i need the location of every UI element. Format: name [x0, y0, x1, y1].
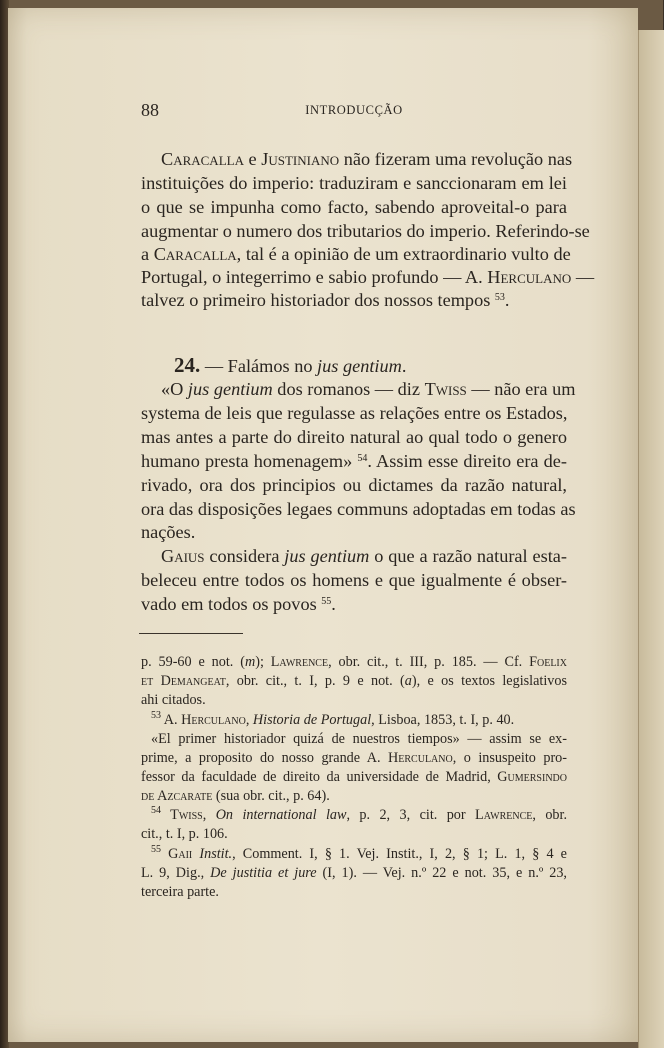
footnote-55: $^{55}$ Gaii Instit., Comment. I, § 1. Vej. Instit., I, 2, § 1; L. 1, § 4 e [151, 844, 567, 862]
page-number: 88 [141, 100, 159, 120]
section24-line-6: ora das disposições legaes communs adoptadas em todas as [141, 499, 576, 519]
footnote-rule [139, 633, 243, 634]
section24-line-5: rivado, ora dos principios ou dictames da razão natural, [141, 475, 567, 495]
section24-line-10: vado em todos os povos $^{55}$. [141, 594, 336, 614]
footnote-53-line-4: fessor da faculdade de direito da universidade de Madrid, Gumersindo [141, 769, 567, 785]
section24-line-1: «O jus gentium dos romanos — diz Twiss — não era um [161, 379, 576, 399]
section24-line-8: Gaius considera jus gentium o que a razão natural esta- [161, 546, 567, 566]
para1-line-3: o que se impunha como facto, sabendo aproveital-o para [141, 197, 567, 217]
para1-line-5: a Caracalla, tal é a opinião de um extraordinario vulto de [141, 244, 571, 264]
footnote-53-line-3: prime, a proposito do nosso grande A. Herculano, o insuspeito pro- [141, 750, 567, 766]
section24-line-3: mas antes a parte do direito natural ao qual todo o genero [141, 427, 567, 447]
footnote-cont-line-3: ahi citados. [141, 692, 206, 708]
para1-line-2: instituições do imperio: traduziram e sanccionaram em lei [141, 173, 567, 193]
section-number: 24. [174, 353, 201, 377]
section-24-heading: 24. — Falámos no jus gentium. [174, 353, 407, 377]
section24-line-7: nações. [141, 522, 196, 542]
footnote-53-line-5: de Azcarate (sua obr. cit., p. 64). [141, 788, 330, 804]
para1-line-6: Portugal, o integerrimo e sabio profundo — A. Herculano — [141, 267, 595, 287]
adjacent-page-edge [638, 30, 664, 1048]
section24-line-9: beleceu entre todos os homens e que igualmente é obser- [141, 570, 567, 590]
running-header [141, 100, 567, 126]
para1-line-7: talvez o primeiro historiador dos nossos tempos $^{53}$. [141, 290, 510, 310]
para1-line-4: augmentar o numero dos tributarios do imperio. Referindo-se [141, 221, 590, 241]
section24-line-4: humano presta homenagem» $^{54}$. Assim esse direito era de- [141, 451, 567, 471]
footnote-53-line-2: «El primer historiador quizá de nuestros tiempos» — assim se ex- [151, 731, 567, 747]
footnote-55-line-2: L. 9, Dig., De justitia et jure (I, 1). — Vej. n.º 22 e not. 35, e n.º 23, [141, 865, 567, 881]
footnote-cont-line-2: et Demangeat, obr. cit., t. I, p. 9 e not. (a), e os textos legislativos [141, 673, 567, 689]
footnote-53: $^{53}$ A. Herculano, Historia de Portugal, Lisboa, 1853, t. I, p. 40. [151, 710, 515, 728]
footnote-cont-line-1: p. 59-60 e not. (m); Lawrence, obr. cit., t. III, p. 185. — Cf. Foelix [141, 654, 567, 670]
footnote-54: $^{54}$ Twiss, On international law, p. 2, 3, cit. por Lawrence, obr. [151, 805, 567, 823]
para1-line-1: Caracalla e Justiniano não fizeram uma revolução nas [161, 149, 573, 169]
footnote-54-line-2: cit., t. I, p. 106. [141, 826, 228, 842]
section24-line-2: systema de leis que regulasse as relações entre os Estados, [141, 403, 568, 423]
footnote-55-line-3: terceira parte. [141, 884, 219, 900]
running-title: INTRODUCÇÃO [305, 103, 403, 117]
